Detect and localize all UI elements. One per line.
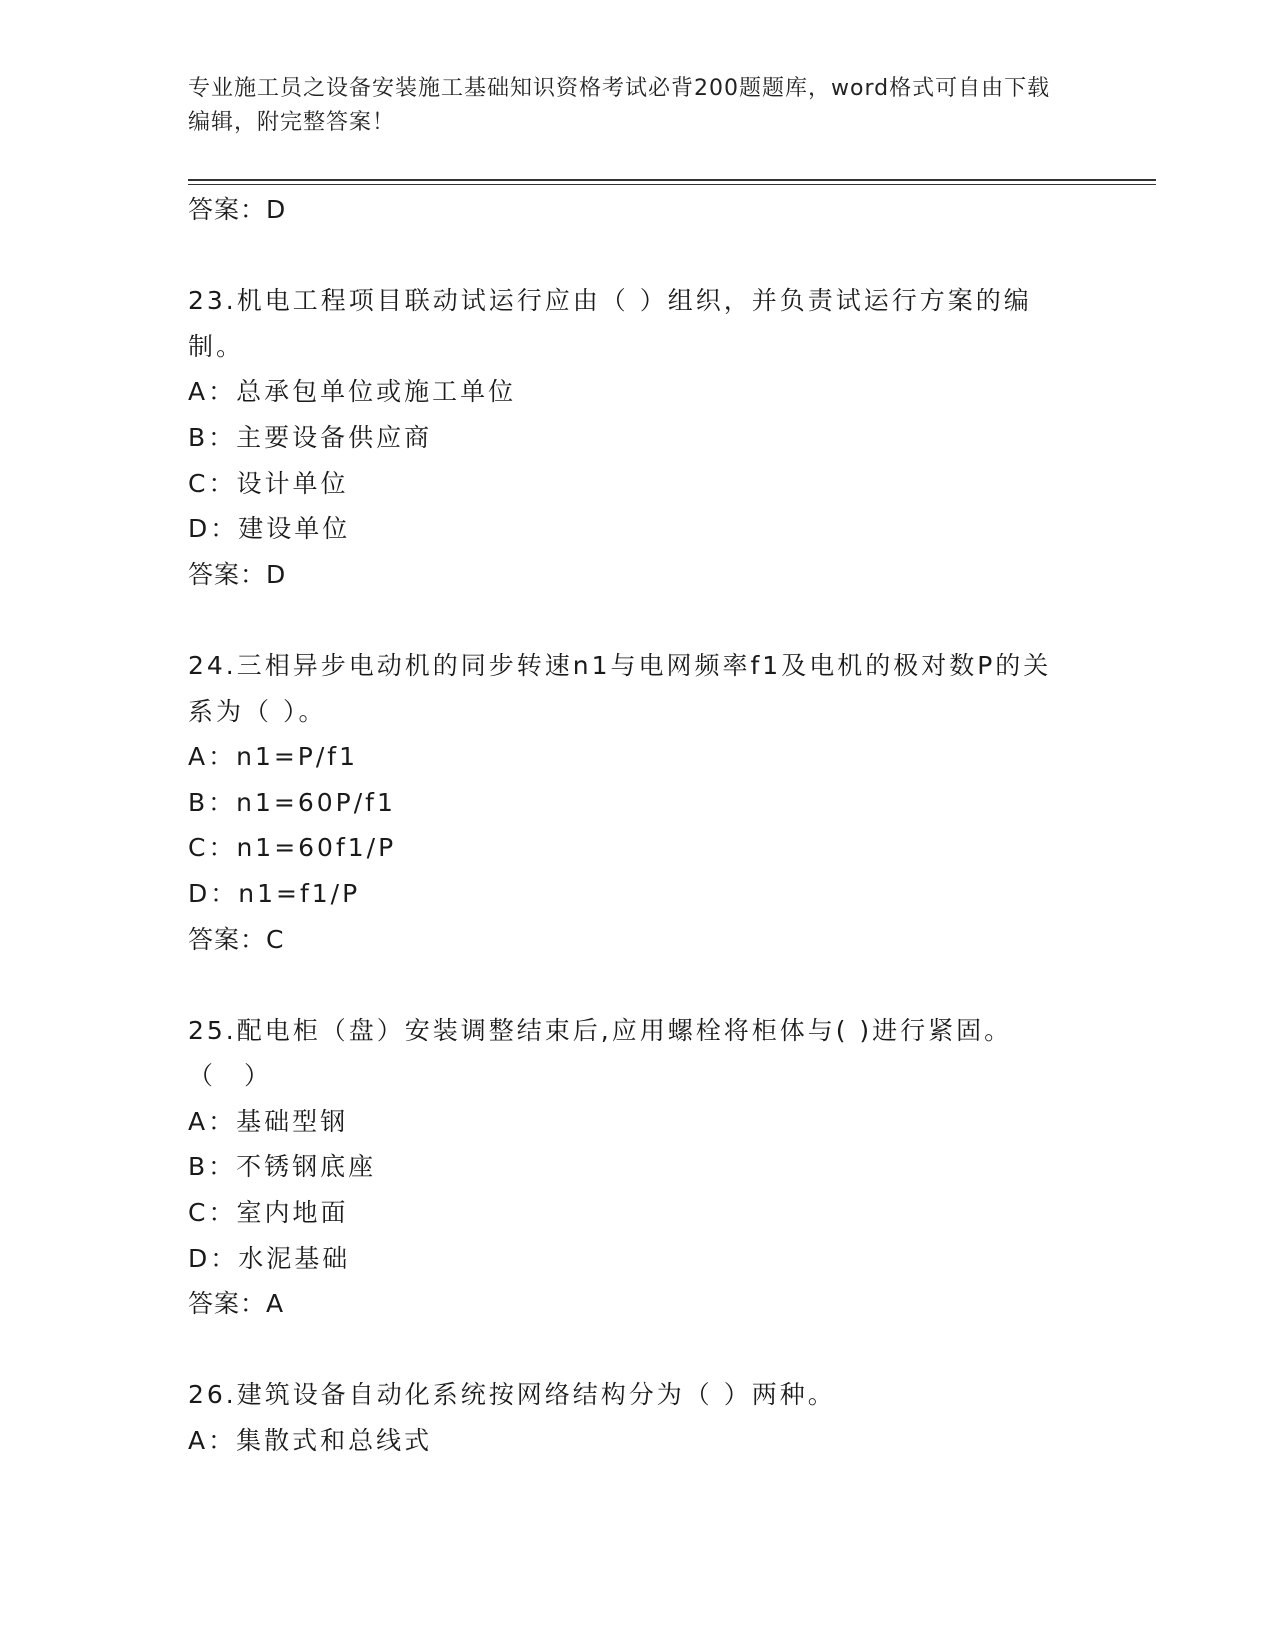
question-24 xyxy=(188,643,1088,962)
question-25 xyxy=(188,1008,1088,1327)
question-text: 26.建筑设备自动化系统按网络结构分为（ ）两种。 xyxy=(188,1380,836,1410)
option-c: C：室内地面 xyxy=(188,1198,349,1228)
question-text: 23.机电工程项目联动试运行应由（ ）组织，并负责试运行方案的编制。 xyxy=(188,286,1032,361)
option-a: A：集散式和总线式 xyxy=(188,1426,433,1456)
header-divider-thin xyxy=(188,184,1156,185)
document-body xyxy=(188,187,1088,1464)
option-c: C：设计单位 xyxy=(188,468,349,498)
question-26 xyxy=(188,1372,1088,1463)
question-text: 24.三相异步电动机的同步转速n1与电网频率f1及电机的极对数P的关系为（ ）。 xyxy=(188,650,1052,726)
document-header: 专业施工员之设备安装施工基础知识资格考试必背200题题库，word格式可自由下载编辑，附完整答案！ xyxy=(188,76,1051,135)
option-d: D：水泥基础 xyxy=(188,1243,351,1273)
option-b: B：n1=60P/f1 xyxy=(188,787,396,817)
answer-line: 答案：D xyxy=(188,195,287,224)
option-a: A：总承包单位或施工单位 xyxy=(188,377,517,407)
option-d: D：建设单位 xyxy=(188,514,351,544)
option-a: A：基础型钢 xyxy=(188,1106,349,1136)
answer-line: 答案：C xyxy=(188,924,285,954)
question-text: 25.配电柜（盘）安装调整结束后,应用螺栓将柜体与( )进行紧固。（ ） xyxy=(188,1015,1013,1091)
option-c: C：n1=60f1/P xyxy=(188,833,397,863)
answer-line: 答案：A xyxy=(188,1289,285,1319)
question-23 xyxy=(188,278,1088,597)
answer-line: 答案：D xyxy=(188,559,287,589)
option-b: B：主要设备供应商 xyxy=(188,422,433,452)
header-divider-thick xyxy=(188,179,1156,181)
option-d: D：n1=f1/P xyxy=(188,878,361,908)
option-b: B：不锈钢底座 xyxy=(188,1152,377,1182)
option-a: A：n1=P/f1 xyxy=(188,742,359,772)
